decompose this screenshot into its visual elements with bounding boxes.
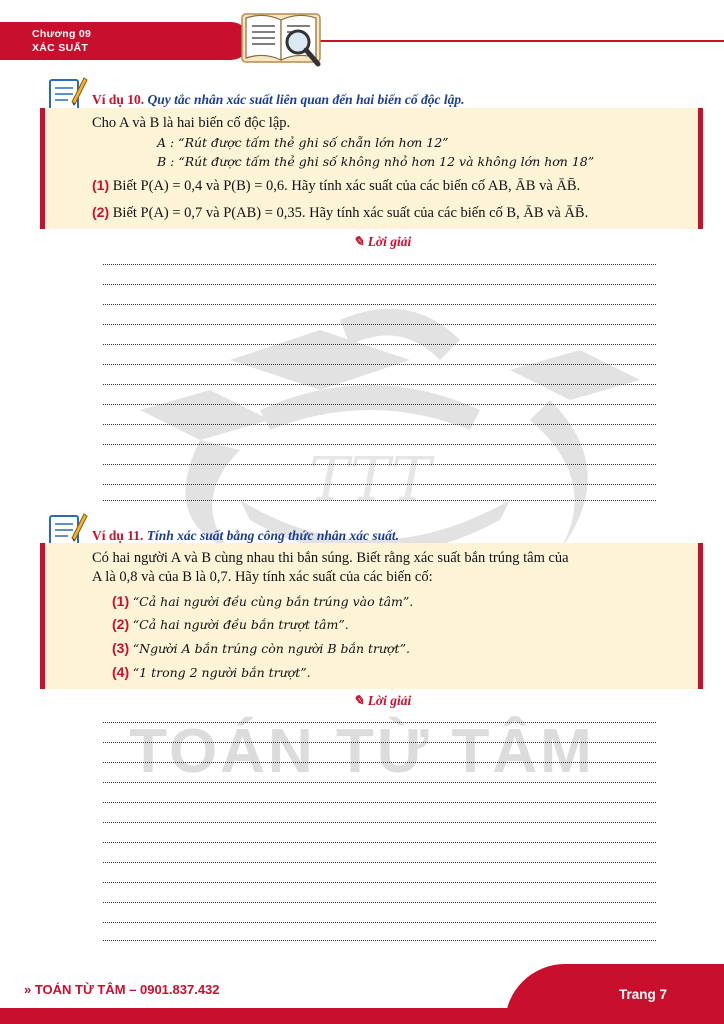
answer-line (103, 464, 656, 465)
example11-heading (92, 528, 399, 544)
example10-event-a: A : “Rút được tấm thẻ ghi số chẵn lớn hơn 12” (157, 135, 449, 150)
answer-line (103, 384, 656, 385)
answer-line (103, 364, 656, 365)
answer-line (103, 882, 656, 883)
item-text: “Người A bắn trúng còn người B bắn trượt”. (132, 641, 410, 656)
answer-line (103, 922, 656, 923)
chapter-topic: XÁC SUẤT (32, 42, 89, 54)
example11-label: Ví dụ 11. (92, 528, 144, 543)
answer-line (103, 404, 656, 405)
answer-line (103, 722, 656, 723)
header-chapter-label (32, 27, 91, 55)
example11-item (112, 615, 349, 635)
example10-question-1 (92, 176, 580, 196)
answer-line (103, 822, 656, 823)
page-number: Trang 7 (619, 987, 668, 1002)
example10-title: Quy tắc nhân xác suất liên quan đến hai biến cố độc lập. (147, 92, 465, 107)
question-number: (1) (92, 177, 110, 193)
item-text: “1 trong 2 người bắn trượt”. (132, 665, 311, 680)
example10-intro: Cho A và B là hai biến cố độc lập. (92, 115, 291, 131)
example10-question-2 (92, 203, 588, 223)
watermark-logo (80, 300, 660, 560)
answer-line (103, 424, 656, 425)
answer-line (103, 500, 656, 501)
answer-line (103, 802, 656, 803)
example10-event-b: B : “Rút được tấm thẻ ghi số không nhỏ hơn 12 và không lớn hơn 18” (157, 154, 595, 169)
item-text: “Cả hai người đều cùng bắn trúng vào tâm”. (132, 594, 414, 609)
answer-line (103, 284, 656, 285)
answer-line (103, 742, 656, 743)
answer-line (103, 782, 656, 783)
question-number: (2) (92, 204, 110, 220)
example11-item (112, 663, 311, 683)
example10-label: Ví dụ 10. (92, 92, 145, 107)
example10-heading (92, 92, 464, 108)
answer-line (103, 324, 656, 325)
solution-heading-2: ✎ Lời giải (353, 693, 412, 708)
item-number: (2) (112, 616, 130, 632)
answer-line (103, 304, 656, 305)
pencil-icon: ✎ (353, 234, 365, 249)
answer-line (103, 842, 656, 843)
footer-page-tab (505, 964, 724, 1024)
pencil-icon: ✎ (353, 693, 365, 708)
example11-item (112, 592, 413, 612)
chapter-number: Chương 09 (32, 28, 92, 40)
item-number: (4) (112, 664, 130, 680)
answer-line (103, 862, 656, 863)
item-number: (3) (112, 640, 130, 656)
answer-line (103, 484, 656, 485)
answer-line (103, 940, 656, 941)
question-text: Biết P(A) = 0,7 và P(AB) = 0,35. Hãy tính xác suất của các biến cố B, ĀB và ĀB̄. (112, 205, 589, 221)
answer-line (103, 344, 656, 345)
answer-line (103, 444, 656, 445)
watermark-monogram: TTT (308, 445, 432, 515)
answer-line (103, 264, 656, 265)
example11-intro-line-1: Có hai người A và B cùng nhau thi bắn súng. Biết rằng xác suất bắn trúng tâm của (92, 550, 569, 566)
example11-title: Tính xác suất bằng công thức nhân xác suất. (146, 528, 400, 543)
watermark-brand: TOÁN TỪ TÂM (129, 717, 595, 786)
solution-heading-1: ✎ Lời giải (353, 234, 412, 249)
open-book-magnifier-icon (240, 8, 324, 70)
answer-line (103, 762, 656, 763)
answer-line (103, 902, 656, 903)
question-text: Biết P(A) = 0,4 và P(B) = 0,6. Hãy tính xác suất của các biến cố AB, ĀB và ĀB̄. (112, 178, 581, 194)
item-number: (1) (112, 593, 130, 609)
footer-brand: » TOÁN TỪ TÂM – 0901.837.432 (24, 982, 220, 997)
item-text: “Cả hai người đều bắn trượt tâm”. (132, 617, 349, 632)
example11-item (112, 639, 410, 659)
example11-intro-line-2: A là 0,8 và của B là 0,7. Hãy tính xác suất của các biến cố: (92, 569, 433, 585)
